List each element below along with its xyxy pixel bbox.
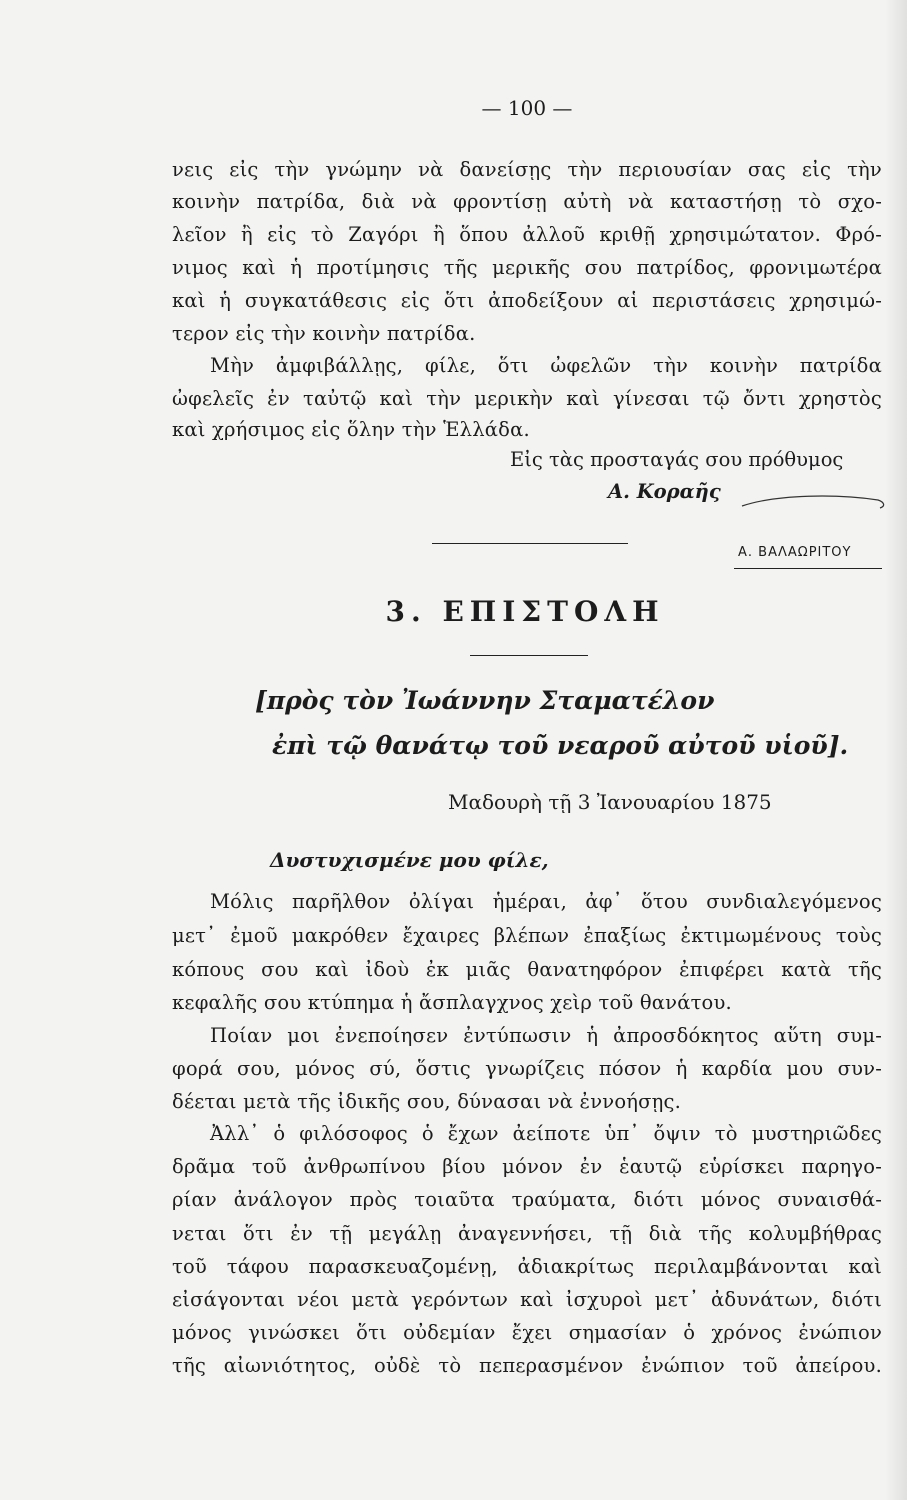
footer-rule: [734, 568, 882, 569]
text-line: ὠφελεῖς ἐν ταὐτῷ καὶ τὴν μερικὴν καὶ γίνεσαι τῷ ὄντι χρηστὸς: [172, 387, 882, 410]
text-line: Ποίαν μοι ἐνεποίησεν ἐντύπωσιν ἡ ἀπροσδόκητος αὕτη συμ-: [210, 1024, 882, 1047]
section-divider: [432, 543, 628, 544]
text-line: νεται ὅτι ἐν τῇ μεγάλῃ ἀναγεννήσει, τῇ διὰ τῆς κολυμβήθρας: [172, 1222, 882, 1245]
footer-label: Α. ΒΑΛΑΩΡΙΤΟΥ: [738, 545, 852, 560]
closing-line: Εἰς τὰς προσταγάς σου πρόθυμος: [510, 448, 844, 471]
text-line: καὶ χρήσιμος εἰς ὅλην τὴν Ἑλλάδα.: [172, 418, 530, 441]
dateline: Μαδουρὴ τῇ 3 Ἰανουαρίου 1875: [448, 790, 772, 814]
subtitle-line: ἐπὶ τῷ θανάτῳ τοῦ νεαροῦ αὐτοῦ υἱοῦ].: [272, 731, 849, 760]
text-line: φορά σου, μόνος σύ, ὅστις γνωρίζεις πόσον ἡ καρδία μου συν-: [172, 1057, 882, 1080]
text-line: λεῖον ἢ εἰς τὸ Ζαγόρι ἢ ὅπου ἀλλοῦ κριθῇ χρησιμώτατον. Φρό-: [172, 223, 882, 246]
text-line: τῆς αἰωνιότητος, οὐδὲ τὸ πεπερασμένον ἐνώπιον τοῦ ἀπείρου.: [172, 1354, 882, 1377]
text-line: νιμος καὶ ἡ προτίμησις τῆς μερικῆς σου πατρίδος, φρονιμωτέρα: [172, 256, 882, 279]
salutation: Δυστυχισμένε μου φίλε,: [270, 848, 549, 872]
text-line: Μόλις παρῆλθον ὀλίγαι ἡμέραι, ἀφ᾿ ὅτου συνδιαλεγόμενος: [210, 890, 882, 913]
heading-divider: [470, 655, 588, 656]
text-line: τοῦ τάφου παρασκευαζομένῃ, ἀδιακρίτως περιλαμβάνονται καὶ: [172, 1255, 882, 1278]
text-line: κόπους σου καὶ ἰδοὺ ἐκ μιᾶς θανατηφόρον ἐπιφέρει κατὰ τῆς: [172, 958, 882, 981]
page-edge-shadow: [885, 0, 907, 1500]
signature: Α. Κοραῆς: [608, 480, 721, 503]
page-number: — 100 —: [481, 96, 573, 120]
text-line: κεφαλῆς σου κτύπημα ἡ ἄσπλαγχνος χεὶρ τοῦ θανάτου.: [172, 991, 732, 1014]
text-line: Μὴν ἀμφιβάλλῃς, φίλε, ὅτι ὠφελῶν τὴν κοινὴν πατρίδα: [210, 354, 882, 377]
text-line: τερον εἰς τὴν κοινὴν πατρίδα.: [172, 322, 476, 345]
text-line: καὶ ἡ συγκατάθεσις εἰς ὅτι ἀποδείξουν αἱ περιστάσεις χρησιμώ-: [172, 289, 882, 312]
text-line: μόνος γινώσκει ὅτι οὐδεμίαν ἔχει σημασίαν ὁ χρόνος ἐνώπιον: [172, 1321, 882, 1344]
subtitle-line: [πρὸς τὸν Ἰωάννην Σταματέλον: [255, 686, 715, 715]
text-line: κοινὴν πατρίδα, διὰ νὰ φροντίσῃ αὐτὴ νὰ καταστήσῃ τὸ σχο-: [172, 190, 882, 213]
section-heading: 3. ΕΠΙΣΤΟΛΗ: [385, 595, 665, 628]
text-line: μετ᾿ ἐμοῦ μακρόθεν ἔχαιρες βλέπων ἐπαξίως ἐκτιμωμένους τοὺς: [172, 924, 882, 947]
text-line: Ἀλλ᾿ ὁ φιλόσοφος ὁ ἔχων ἀείποτε ὑπ᾿ ὄψιν τὸ μυστηριῶδες: [210, 1122, 882, 1145]
text-line: νεις εἰς τὴν γνώμην νὰ δανείσῃς τὴν περιουσίαν σας εἰς τὴν: [172, 158, 882, 181]
signature-flourish: [738, 486, 888, 516]
text-line: δέεται μετὰ τῆς ἰδικῆς σου, δύνασαι νὰ ἐννοήσῃς.: [172, 1090, 682, 1113]
text-line: δρᾶμα τοῦ ἀνθρωπίνου βίου μόνον ἐν ἑαυτῷ εὑρίσκει παρηγο-: [172, 1155, 882, 1178]
text-line: ρίαν ἀνάλογον πρὸς τοιαῦτα τραύματα, διότι μόνος συναισθά-: [172, 1188, 882, 1211]
text-line: εἰσάγονται νέοι μετὰ γερόντων καὶ ἰσχυροὶ μετ᾿ ἀδυνάτων, διότι: [172, 1288, 882, 1311]
